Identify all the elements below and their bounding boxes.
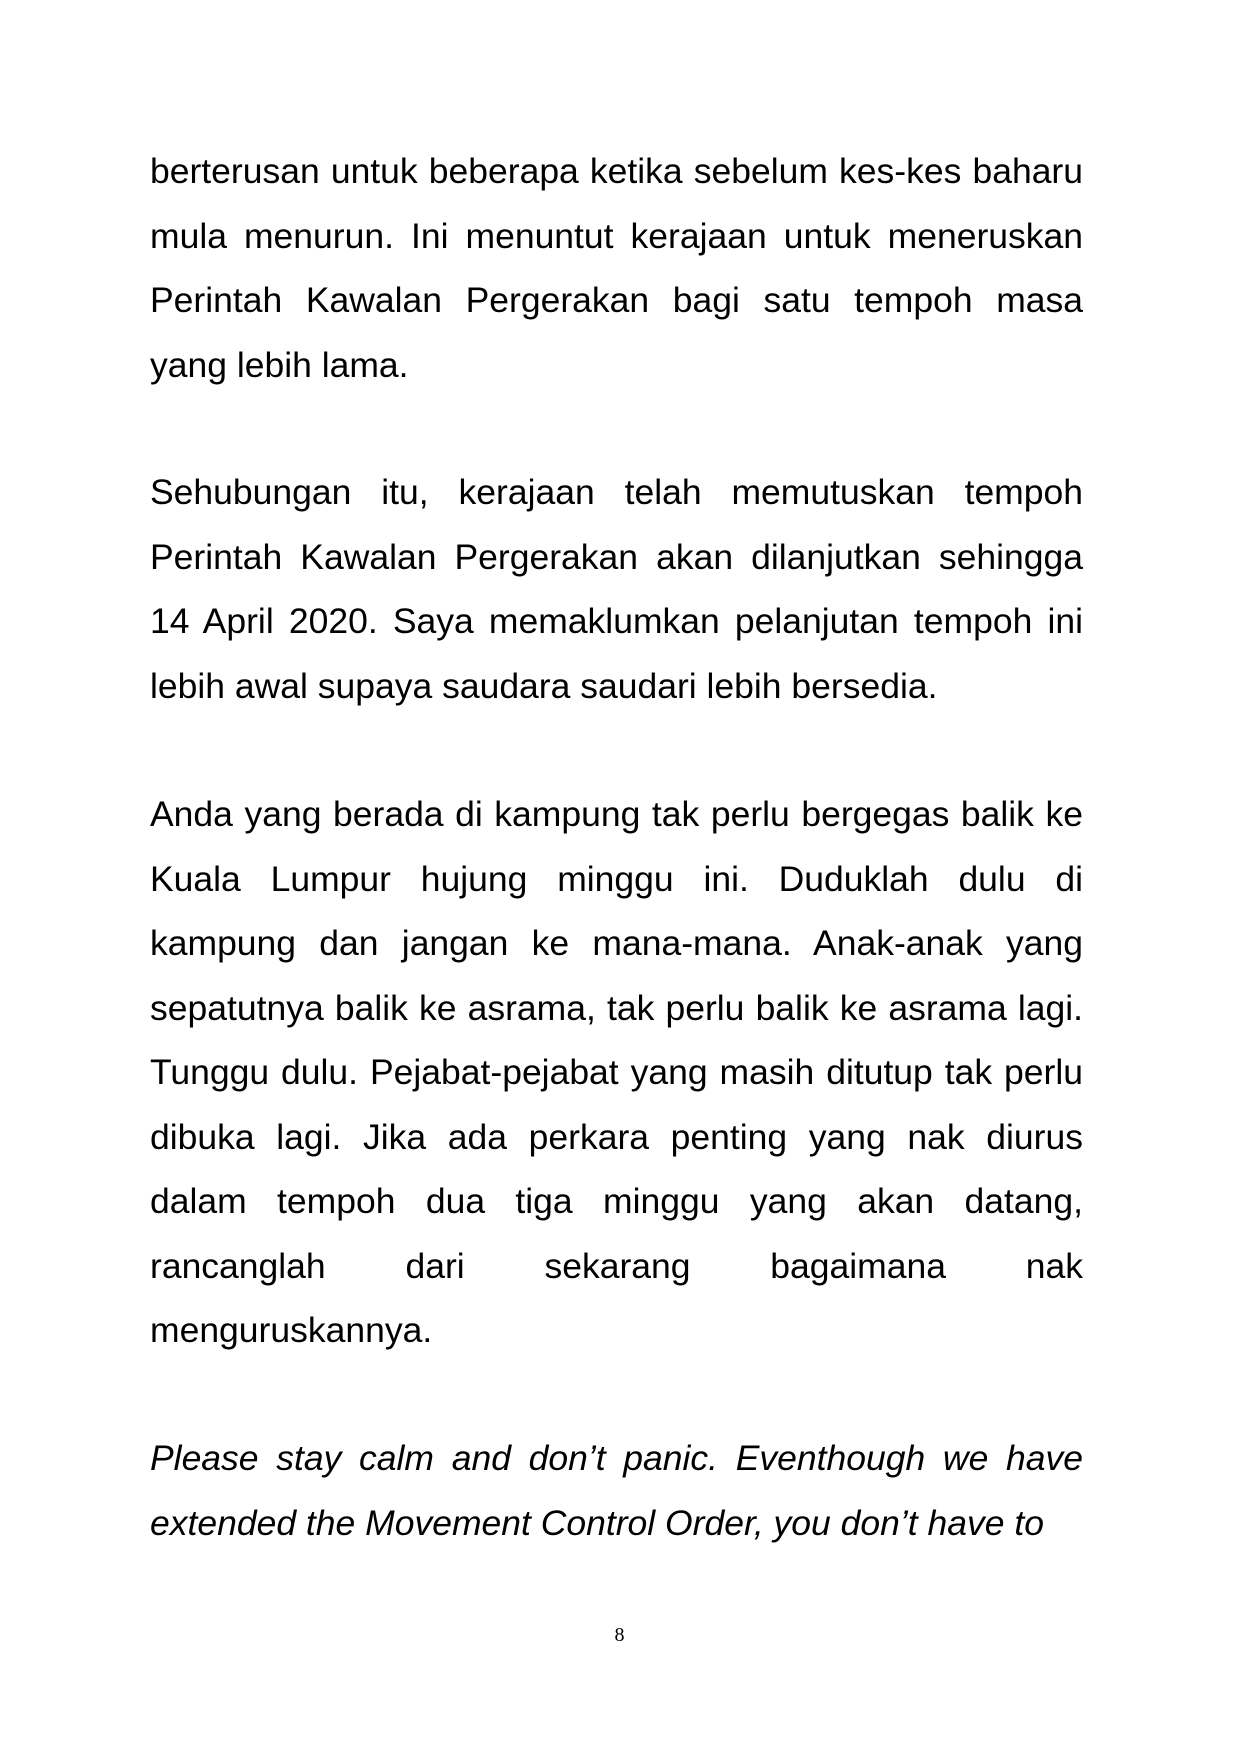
page-number: 8 xyxy=(614,1624,625,1646)
paragraph-continuation: berterusan untuk beberapa ketika sebelum kes-kes baharu mula menurun. Ini menuntut kerajaan untuk meneruskan Perintah Kawalan Pergerakan bagi satu tempoh masa yang lebih lama. xyxy=(150,151,1083,385)
paragraph-extension-announcement: Sehubungan itu, kerajaan telah memutuskan tempoh Perintah Kawalan Pergerakan akan dilanjutkan sehingga 14 April 2020. Saya memaklumkan pelanjutan tempoh ini lebih awal supaya saudara saudari lebih bersedia. xyxy=(150,472,1083,706)
paragraph-english-message: Please stay calm and don’t panic. Eventhough we have extended the Movement Control Order, you don’t have to xyxy=(150,1438,1083,1543)
paragraph-advice-to-public: Anda yang berada di kampung tak perlu bergegas balik ke Kuala Lumpur hujung minggu ini. Duduklah dulu di kampung dan jangan ke mana-mana. Anak-anak yang sepatutnya balik ke asrama, tak perlu balik ke asrama lagi. Tunggu dulu. Pejabat-pejabat yang masih ditutup tak perlu dibuka lagi. Jika ada perkara penting yang nak diurus dalam tempoh dua tiga minggu yang akan datang, rancanglah dari sekarang bagaimana nak menguruskannya. xyxy=(150,794,1083,1350)
